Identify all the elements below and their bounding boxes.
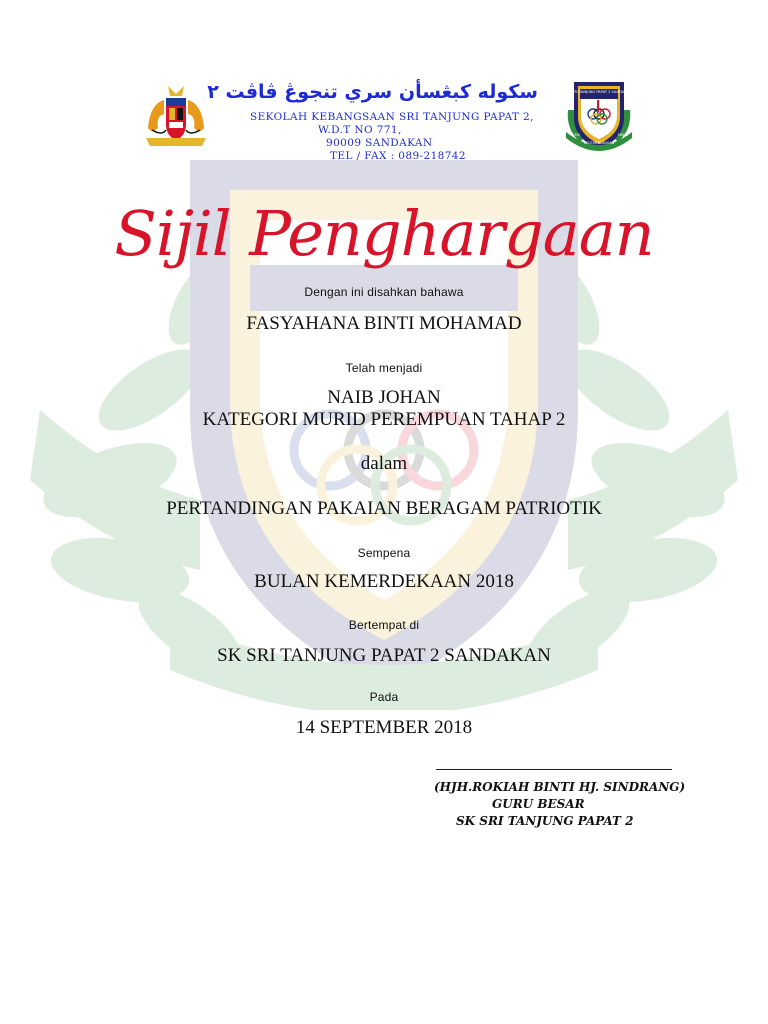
signature-line: [436, 769, 672, 770]
school-phone-line: TEL / FAX : 089-218742: [330, 150, 466, 162]
venue-label: Bertempat di: [348, 618, 420, 632]
certificate-title: Sijil Penghargaan: [114, 197, 654, 270]
school-name-jawi: سكوله كبڠسأن سري تنجوڠ ڤاڤت ٢: [207, 81, 538, 103]
in-label: dalam: [360, 453, 408, 474]
intro-text: Dengan ini disahkan bahawa: [304, 285, 464, 299]
occasion-label: Sempena: [357, 546, 411, 560]
logo-ribbon-right: HIDUP: [618, 133, 629, 137]
venue-name: SK SRI TANJUNG PAPAT 2 SANDAKAN: [217, 645, 551, 666]
signatory-name: (HJH.ROKIAH BINTI HJ. SINDRANG): [434, 780, 686, 794]
school-postcode-line: 90009 SANDAKAN: [326, 137, 433, 149]
recipient-name: FASYAHANA BINTI MOHAMAD: [246, 313, 522, 334]
event-date: 14 SEPTEMBER 2018: [295, 717, 473, 738]
competition-name: PERTANDINGAN PAKAIAN BERAGAM PATRIOTIK: [166, 498, 602, 519]
school-logo-icon: [566, 80, 632, 154]
achievement-intro: Telah menjadi: [345, 361, 423, 375]
logo-ribbon-mid: KECEMERLANGAN: [583, 141, 615, 145]
signatory-position: GURU BESAR: [492, 797, 585, 811]
achievement-title: NAIB JOHAN: [327, 387, 441, 408]
coat-of-arms-icon: [142, 84, 210, 148]
achievement-category: KATEGORI MURID PEREMPUAN TAHAP 2: [202, 409, 566, 430]
date-label: Pada: [369, 690, 399, 704]
occasion-name: BULAN KEMERDEKAAN 2018: [254, 571, 514, 592]
logo-ribbon-left: ILMU: [572, 133, 581, 137]
school-address-line: W.D.T NO 771,: [318, 124, 402, 136]
school-name-line: SEKOLAH KEBANGSAAN SRI TANJUNG PAPAT 2,: [250, 111, 534, 123]
signatory-school: SK SRI TANJUNG PAPAT 2: [456, 814, 634, 828]
logo-badge-text: SK SRI TANJUNG PAPAT 2 SANDAKAN: [566, 90, 632, 94]
